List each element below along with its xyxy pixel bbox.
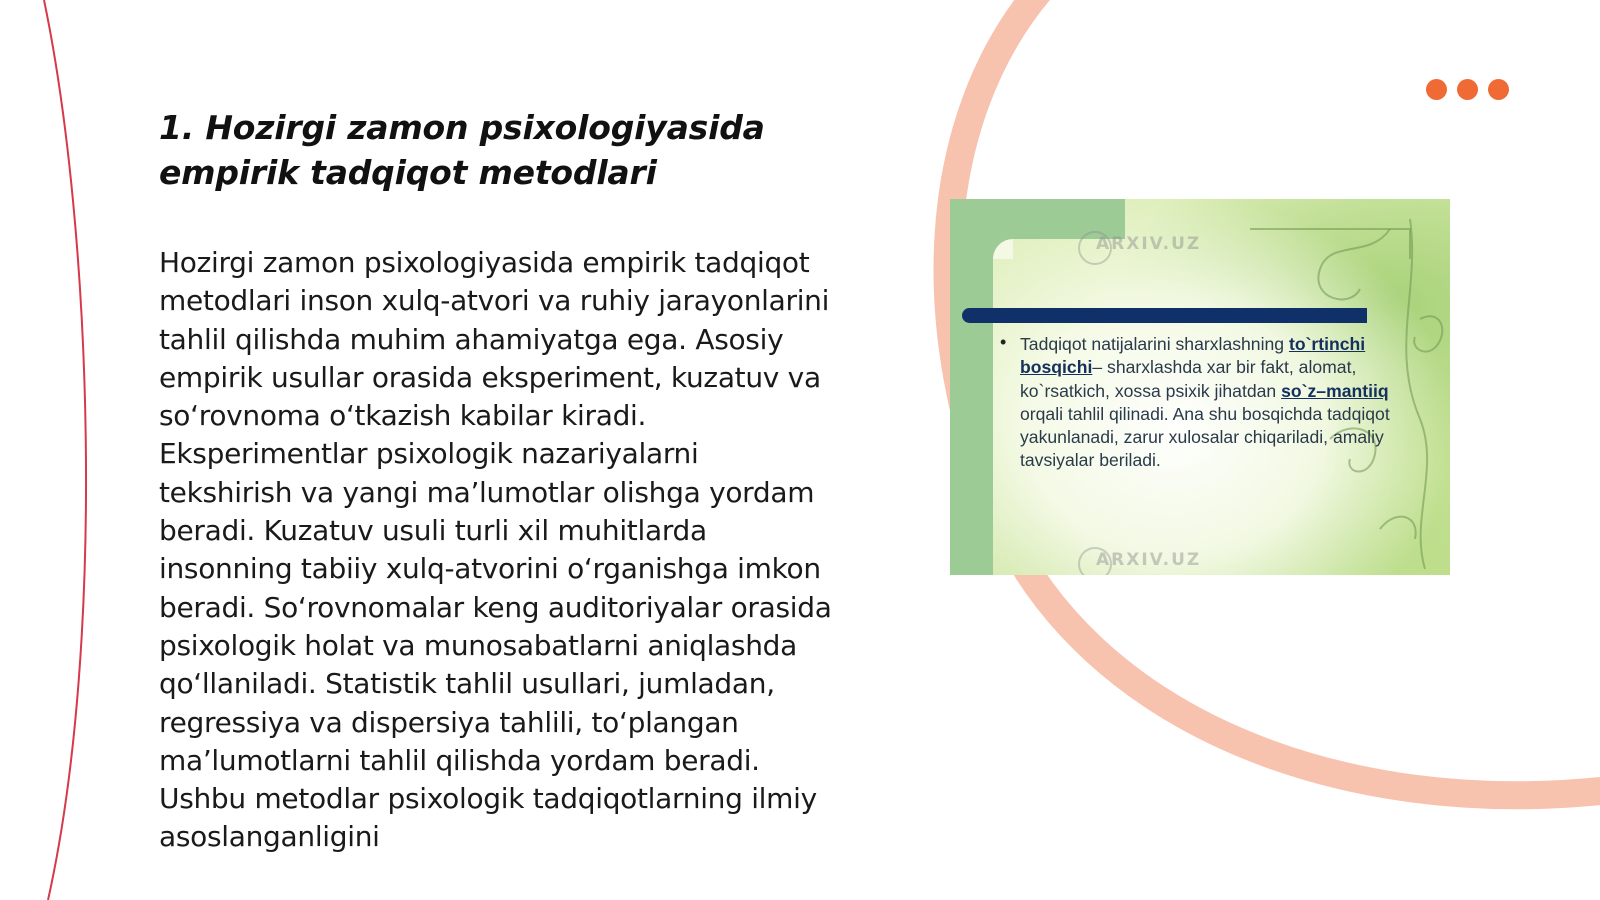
- text-segment: – sharxlashda xar bir fakt, alomat, ko`rsatkich, xossa psixik jihatdan: [1020, 357, 1357, 401]
- watermark-top: ARXIV.UZ: [1096, 234, 1202, 254]
- slide-bullet-text: [1000, 332, 1405, 473]
- term-fourth-stage: to`rtinchi bosqichi: [1020, 334, 1366, 378]
- slide-header-bar: [962, 308, 1367, 323]
- slide-body-text: Hozirgi zamon psixologiyasida empirik tadqiqot metodlari inson xulq-atvori va ruhiy jarayonlarini tahlil qilishda muhim ahamiyatga ega. Asosiy empirik usullar orasida eksperiment, kuzatuv va so‘rovnoma o‘tkazish kabilar kiradi. Eksperimentlar psixologik nazariyalarni tekshirish va yangi ma’lumotlar olishga yordam beradi. Kuzatuv usuli turli xil muhitlarda insonning tabiiy xulq-atvorini o‘rganishga imkon beradi. So‘rovnomalar keng auditoriyalar orasida psixologik holat va munosabatlarni aniqlashda qo‘llaniladi. Statistik tahlil usullari, jumladan, regressiya va dispersiya tahlili, to‘plangan ma’lumotlarni tahlil qilishda yordam beradi. Ushbu metodlar psixologik tadqiqotlarning ilmiy asoslanganligini: [159, 246, 832, 854]
- three-dots-decoration: [1426, 79, 1509, 101]
- text-segment: orqali tahlil qilinadi. Ana shu bosqichda tadqiqot yakunlanadi, zarur xulosalar chiqariladi, amaliy tavsiyalar beriladi.: [1020, 403, 1390, 471]
- dot-icon: [1488, 79, 1509, 100]
- bullet-icon: •: [1000, 332, 1007, 352]
- dot-icon: [1457, 79, 1478, 100]
- left-curve-line: [44, 0, 86, 900]
- watermark-bottom: ARXIV.UZ: [1096, 550, 1202, 570]
- term-word-logic: so`z–mantiiq: [1281, 380, 1389, 401]
- slide-title: 1. Hozirgi zamon psixologiyasida empirik tadqiqot metodlari: [159, 108, 765, 192]
- dot-icon: [1426, 79, 1447, 100]
- embedded-slide-image: [950, 199, 1450, 575]
- text-segment: Tadqiqot natijalarini sharxlashning: [1020, 334, 1289, 354]
